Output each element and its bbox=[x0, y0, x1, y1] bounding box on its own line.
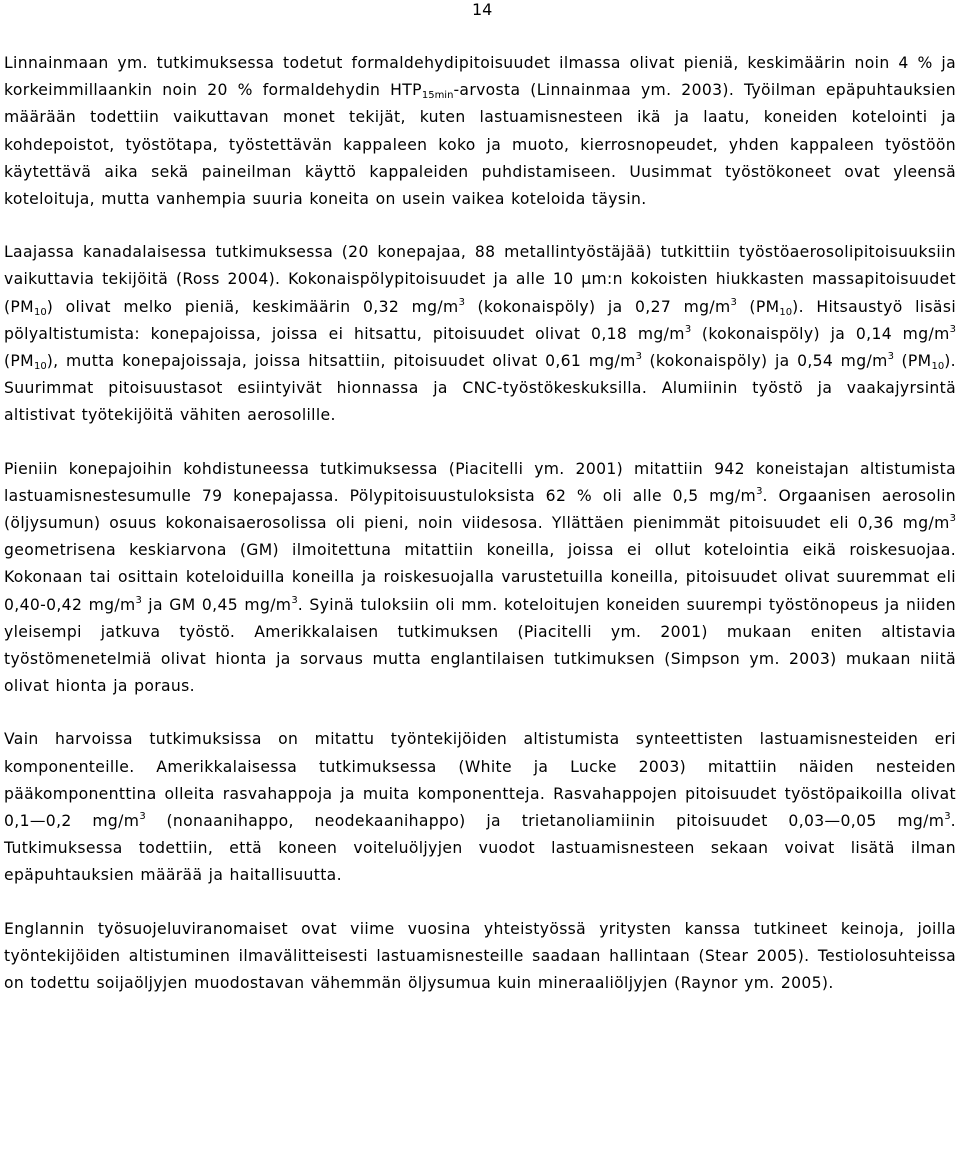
text-run: . Tutkimuksessa todettiin, että koneen voiteluöljyjen vuodot lastuamisnesteen sekaan voivat lisätä ilman epäpuhtauksien määrää ja haitallisuutta. bbox=[4, 812, 956, 885]
text-run: Vain harvoissa tutkimuksissa on mitattu työntekijöiden altistumista synteettisten lastuamisnesteiden eri komponenteille. Amerikkalaisessa tutkimuksessa (White ja Lucke 2003) mitattiin näiden nesteiden pääkomponenttina olleita rasvahappoja ja muita komponentteja. Rasvahappojen pitoisuudet työstöpaikoilla olivat 0,1—0,2 mg/m bbox=[4, 730, 956, 831]
text-run: (kokonaispöly) ja 0,54 mg/m bbox=[642, 352, 888, 371]
superscript: 3 bbox=[730, 296, 737, 308]
text-run: (kokonaispöly) ja 0,14 mg/m bbox=[691, 324, 950, 343]
paragraph-3 bbox=[4, 456, 956, 701]
text-run: Laajassa kanadalaisessa tutkimuksessa (20 konepajaa, 88 metallintyöstäjää) tutkittiin työstöaerosolipitoisuuksiin vaikuttavia tekijöitä (Ross 2004). Kokonaispölypitoisuudet ja alle 10 µm:n kokoisten hiukkasten massapitoisuudet (PM bbox=[4, 243, 956, 316]
text-run: geometrisena keskiarvona (GM) ilmoitettuna mitattiin koneilla, joissa ei ollut kotelointia eikä roiskesuojaa. Kokonaan tai osittain koteloiduilla koneilla ja roiskesuojalla varustetuilla koneilla, pitoisuudet olivat suuremmat eli 0,40-0,42 mg/m bbox=[4, 541, 956, 614]
superscript: 3 bbox=[949, 323, 956, 335]
text-run: ). Hitsaustyö lisäsi pölyaltistumista: konepajoissa, joissa ei hitsattu, pitoisuudet olivat 0,18 mg/m bbox=[4, 297, 956, 343]
text-run: ), mutta konepajoissaja, joissa hitsattiin, pitoisuudet olivat 0,61 mg/m bbox=[46, 352, 636, 371]
paragraph-1 bbox=[4, 50, 956, 213]
superscript: 3 bbox=[635, 351, 642, 363]
subscript: 10 bbox=[931, 361, 945, 373]
text-run: . Orgaanisen aerosolin (öljysumun) osuus kokonaisaerosolissa oli pieni, noin viidesosa. Yllättäen pienimmät pitoisuudet eli 0,36 mg/m bbox=[4, 486, 957, 533]
paragraph-2 bbox=[4, 239, 956, 429]
text-run: . Syinä tuloksiin oli mm. koteloitujen koneiden suurempi työstönopeus ja niiden yleisempi jatkuva työstö. Amerikkalaisen tutkimuksen (Piacitelli ym. 2001) mukaan eniten altistavia työstömenetelmiä olivat hionta ja sorvaus mutta englantilaisen tutkimuksen (Simpson ym. 2003) mukaan niitä olivat hionta ja poraus. bbox=[4, 595, 956, 696]
superscript: 3 bbox=[135, 594, 142, 606]
superscript: 3 bbox=[291, 594, 298, 606]
subscript: 10 bbox=[779, 306, 793, 318]
text-run: (PM bbox=[894, 352, 932, 371]
text-run: ). Suurimmat pitoisuustasot esiintyivät hionnassa ja CNC-työstökeskuksilla. Alumiinin työstö ja vaakajyrsintä altistivat työtekijöitä vähiten aerosolille. bbox=[4, 352, 956, 425]
superscript: 3 bbox=[949, 513, 956, 525]
text-run: -arvosta (Linnainmaa ym. 2003). Työilman epäpuhtauksien määrään todettiin vaikuttavan monet tekijät, kuten lastuamisnesteen ikä ja laatu, koneiden kotelointi ja kohdepoistot, työstötapa, työstettävän kappaleen koko ja muoto, kierrosnopeudet, yhden kappaleen työstöön käytettävä aika sekä paineilman käyttö kappaleiden puhdistamiseen. Uusimmat työstökoneet ovat yleensä koteloituja, mutta vanhempia suuria koneita on usein vaikea koteloida täysin. bbox=[4, 81, 956, 209]
superscript: 3 bbox=[139, 811, 146, 823]
text-run: (kokonaispöly) ja 0,27 mg/m bbox=[464, 297, 731, 316]
page-number: 14 bbox=[472, 0, 493, 19]
paragraph-5 bbox=[4, 916, 956, 998]
text-run: ja GM 0,45 mg/m bbox=[141, 595, 292, 614]
text-run: ) olivat melko pieniä, keskimäärin 0,32 mg/m bbox=[46, 297, 459, 316]
superscript: 3 bbox=[684, 323, 692, 335]
text-run: (nonaanihappo, neodekaanihappo) ja trietanoliamiinin pitoisuudet 0,03—0,05 mg/m bbox=[145, 812, 945, 831]
text-run: (PM bbox=[4, 352, 34, 371]
text-run: Pieniin konepajoihin kohdistuneessa tutkimuksessa (Piacitelli ym. 2001) mitattiin 942 koneistajan altistumista lastuamisnestesumulle 79 konepajassa. Pölypitoisuustuloksista 62 % oli alle 0,5 mg/m bbox=[4, 459, 956, 505]
superscript: 3 bbox=[458, 296, 465, 308]
paragraph-4 bbox=[4, 726, 956, 889]
subscript: 15min bbox=[421, 90, 454, 102]
document-body bbox=[4, 50, 956, 997]
subscript: 10 bbox=[34, 361, 47, 373]
superscript: 3 bbox=[944, 811, 951, 823]
superscript: 3 bbox=[887, 351, 894, 363]
text-run: (PM bbox=[736, 297, 780, 316]
text-run: Englannin työsuojeluviranomaiset ovat viime vuosina yhteistyössä yritysten kanssa tutkineet keinoja, joilla työntekijöiden altistuminen ilmavälitteisesti lastuamisnesteille saadaan hallintaan (Stear 2005). Testiolosuhteissa on todettu soijaöljyjen muodostavan vähemmän öljysumua kuin mineraaliöljyjen (Raynor ym. 2005). bbox=[4, 919, 956, 993]
superscript: 3 bbox=[756, 485, 763, 497]
subscript: 10 bbox=[34, 306, 47, 318]
text-run: Linnainmaan ym. tutkimuksessa todetut formaldehydipitoisuudet ilmassa olivat pieniä, keskimäärin noin 4 % ja korkeimmillaankin noin 20 % formaldehydin HTP bbox=[4, 54, 956, 100]
